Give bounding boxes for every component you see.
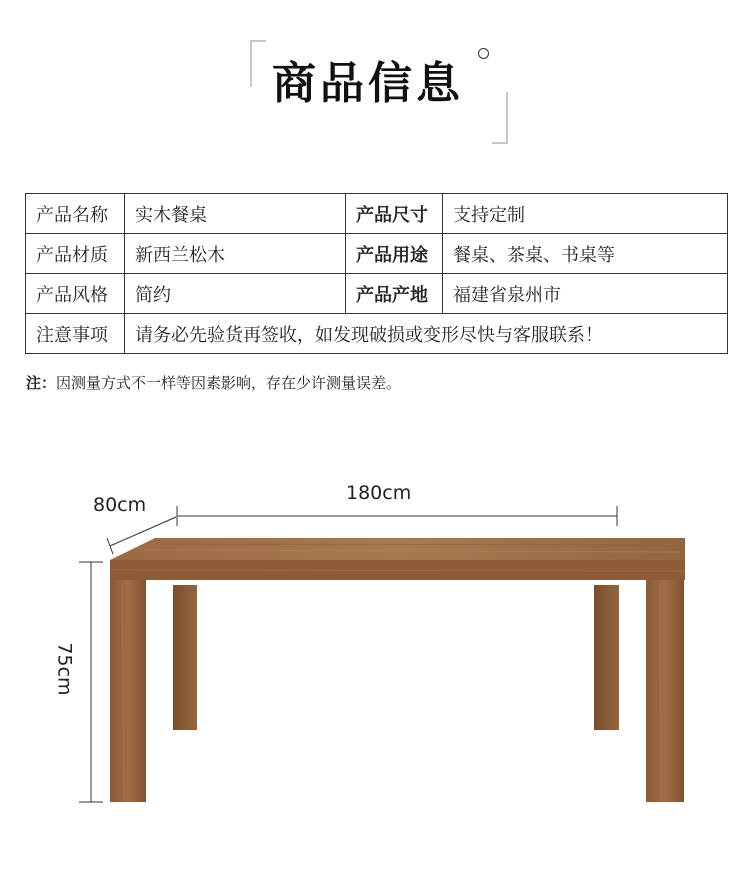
- length-label: 180cm: [346, 482, 412, 504]
- front-right-leg: [646, 580, 684, 802]
- depth-label: 80cm: [93, 494, 147, 516]
- notice-value: 请务必先验货再签收，如发现破损或变形尽快与客服联系！: [125, 314, 728, 354]
- footnote-text: 因测量方式不一样等因素影响，存在少许测量误差。: [56, 374, 402, 392]
- table-row: [26, 274, 728, 314]
- front-left-leg: [110, 580, 146, 802]
- footnote-prefix: 注：: [26, 374, 57, 392]
- table-row: [26, 194, 728, 234]
- spec-value: 简约: [125, 274, 346, 314]
- product-spec-table: [25, 193, 728, 354]
- right-bracket-decoration: [492, 92, 508, 144]
- spec-value: 福建省泉州市: [443, 274, 728, 314]
- notice-label: 注意事项: [26, 314, 125, 354]
- height-dimension-line: [79, 562, 103, 802]
- page-title: 商品信息: [272, 58, 464, 109]
- spec-label: 产品产地: [346, 274, 443, 314]
- footnote: [26, 372, 401, 393]
- table-row: [26, 234, 728, 274]
- table-top-surface: [110, 538, 685, 560]
- spec-label: 产品名称: [26, 194, 125, 234]
- spec-value: 新西兰松木: [125, 234, 346, 274]
- spec-label: 产品材质: [26, 234, 125, 274]
- height-label: 75cm: [53, 642, 76, 696]
- table-dimension-diagram: [0, 470, 750, 869]
- spec-label: 产品用途: [346, 234, 443, 274]
- length-dimension-line: [177, 506, 617, 526]
- spec-label: 产品风格: [26, 274, 125, 314]
- table-row: [26, 314, 728, 354]
- back-left-leg: [173, 585, 197, 730]
- spec-label: 产品尺寸: [346, 194, 443, 234]
- spec-value: 支持定制: [443, 194, 728, 234]
- degree-mark-decoration: [478, 48, 489, 59]
- dining-table-illustration: [0, 470, 750, 869]
- spec-value: 实木餐桌: [125, 194, 346, 234]
- title-block: [0, 30, 750, 120]
- back-right-leg: [594, 585, 619, 730]
- spec-value: 餐桌、茶桌、书桌等: [443, 234, 728, 274]
- left-bracket-decoration: [250, 40, 266, 87]
